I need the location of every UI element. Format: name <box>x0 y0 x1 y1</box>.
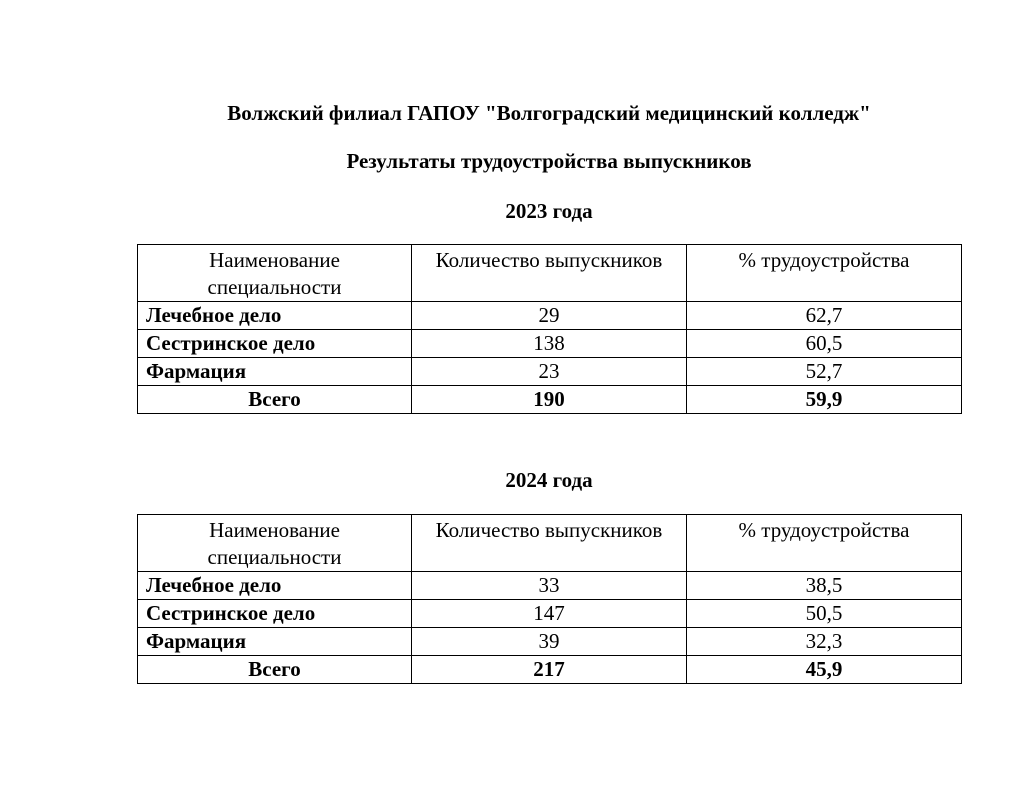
table-row <box>138 330 962 358</box>
table-row <box>138 302 962 330</box>
employment-pct: 52,7 <box>687 358 962 386</box>
header-graduates: Количество выпускников <box>412 515 687 572</box>
graduates-count: 39 <box>412 628 687 656</box>
year-2023-title: 2023 года <box>505 199 593 223</box>
table-header-row <box>138 515 962 572</box>
specialty-name: Сестринское дело <box>138 600 412 628</box>
organization-title: Волжский филиал ГАПОУ "Волгоградский медицинский колледж" <box>227 101 871 125</box>
header-graduates: Количество выпускников <box>412 245 687 302</box>
year-2024-title: 2024 года <box>505 468 593 492</box>
header-employment-pct: % трудоустройства <box>687 515 962 572</box>
graduates-count: 23 <box>412 358 687 386</box>
table-row <box>138 572 962 600</box>
specialty-name: Лечебное дело <box>138 302 412 330</box>
header-employment-pct: % трудоустройства <box>687 245 962 302</box>
total-graduates: 217 <box>412 656 687 684</box>
graduates-count: 33 <box>412 572 687 600</box>
graduates-count: 147 <box>412 600 687 628</box>
graduates-count: 29 <box>412 302 687 330</box>
table-total-row <box>138 656 962 684</box>
specialty-name: Лечебное дело <box>138 572 412 600</box>
total-graduates: 190 <box>412 386 687 414</box>
specialty-name: Фармация <box>138 628 412 656</box>
document-title: Результаты трудоустройства выпускников <box>346 149 752 173</box>
header-specialty: Наименование специальности <box>138 245 412 302</box>
employment-pct: 38,5 <box>687 572 962 600</box>
table-total-row <box>138 386 962 414</box>
employment-pct: 60,5 <box>687 330 962 358</box>
table-row <box>138 600 962 628</box>
table-row <box>138 628 962 656</box>
table-row <box>138 358 962 386</box>
employment-pct: 50,5 <box>687 600 962 628</box>
employment-pct: 32,3 <box>687 628 962 656</box>
graduates-count: 138 <box>412 330 687 358</box>
total-employment-pct: 59,9 <box>687 386 962 414</box>
total-label: Всего <box>138 656 412 684</box>
specialty-name: Сестринское дело <box>138 330 412 358</box>
employment-table-2023 <box>137 244 962 414</box>
total-employment-pct: 45,9 <box>687 656 962 684</box>
specialty-name: Фармация <box>138 358 412 386</box>
table-header-row <box>138 245 962 302</box>
total-label: Всего <box>138 386 412 414</box>
header-specialty: Наименование специальности <box>138 515 412 572</box>
employment-table-2024 <box>137 514 962 684</box>
employment-pct: 62,7 <box>687 302 962 330</box>
